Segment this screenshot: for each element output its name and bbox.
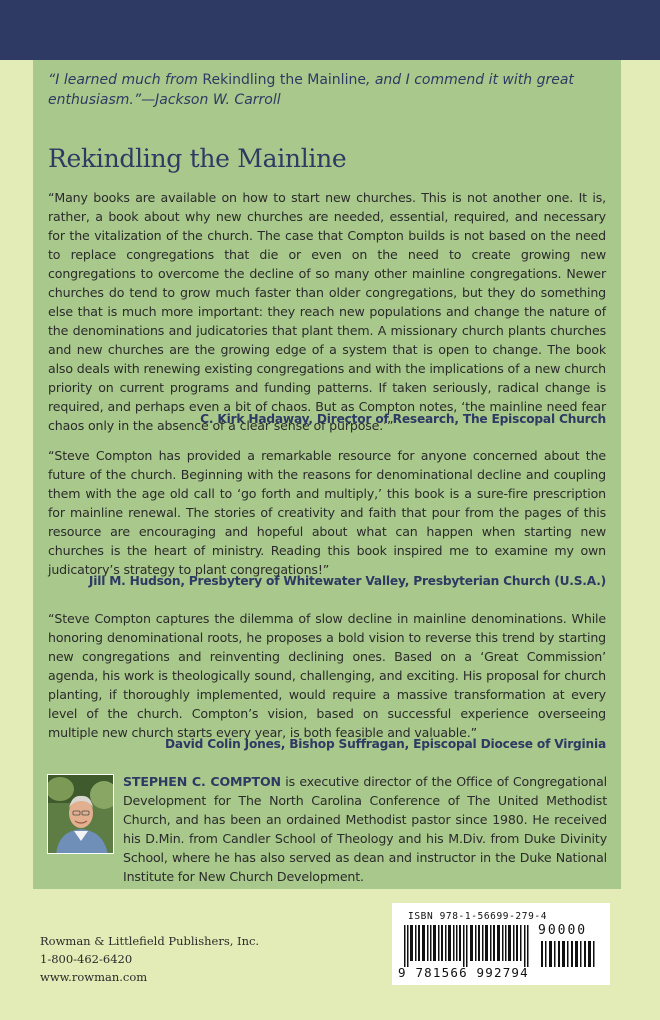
book-title: Rekindling the Mainline <box>48 144 347 173</box>
top-banner <box>0 0 660 60</box>
isbn-number: ISBN 978-1-56699-279-4 <box>408 911 548 922</box>
review-1-attribution: C. Kirk Hadaway, Director of Research, The Episcopal Church <box>200 412 606 426</box>
author-photo <box>47 774 114 854</box>
publisher-website: www.rowman.com <box>40 970 148 984</box>
author-portrait-icon <box>48 775 114 854</box>
review-1-text: “Many books are available on how to start new churches. This is not another one. It is, rather, a book about why new churches are needed, essential, required, and necessary for the vitalization of the church. The case that Compton builds is not based on the need to replace congregations that die or even on the need to create growing new congregations to overcome the decline of so many other mainline congregations. Newer churches do tend to grow much faster than older congregations, but they do something else that is much more important: they reach new populations and change the nature of the denominations and judicatories that plant them. A missionary church plants churches and new churches are the growing edge of a system that is open to change. The book also deals with renewing existing congregations and with the implications of a new church priority on current programs and funding patterns. If taken seriously, radical change is required, and perhaps even a bit of chaos. But as Compton notes, ‘the mainline need fear chaos only in the absence of a clear sense of purpose.’” <box>48 190 606 433</box>
barcode-price-code: 90000 <box>538 923 588 938</box>
review-3-attribution: David Colin Jones, Bishop Suffragan, Episcopal Diocese of Virginia <box>165 737 606 751</box>
lead-endorsement-quote: “I learned much from Rekindling the Mainline, and I commend it with great enthusiasm.”—Jackson W. Carroll <box>48 72 574 108</box>
barcode-bars-icon <box>400 925 532 967</box>
author-name: STEPHEN C. COMPTON <box>123 774 281 789</box>
publisher-info <box>40 932 259 986</box>
author-bio-text: is executive director of the Office of Congregational Development for The North Carolina Conference of The United Methodist Church, and has been an ordained Methodist pastor since 1980. He received his D.Min. from Candler School of Theology and his M.Div. from Duke Divinity School, where he has also served as dean and instructor in the Duke National Institute for New Church Development. <box>123 774 607 884</box>
barcode-digits: 9 781566 992794 <box>398 965 529 980</box>
isbn-barcode <box>392 903 610 985</box>
publisher-phone: 1-800-462-6420 <box>40 952 133 966</box>
price-barcode-bars-icon <box>540 941 598 967</box>
review-3-text: “Steve Compton captures the dilemma of slow decline in mainline denominations. While honoring denominational roots, he proposes a bold vision to reverse this trend by starting new congregations and reinventing declining ones. Based on a ‘Great Commission’ agenda, his work is theologically sound, challenging, and exciting. His proposal for church planting, if thoroughly implemented, would require a massive transformation at every level of the church. Compton’s vision, based on successful experience overseeing multiple new church starts every year, is both feasible and valuable.” <box>48 611 606 740</box>
review-2-attribution: Jill M. Hudson, Presbytery of Whitewater Valley, Presbyterian Church (U.S.A.) <box>88 574 606 588</box>
author-bio <box>123 772 607 886</box>
publisher-name: Rowman & Littlefield Publishers, Inc. <box>40 934 260 948</box>
lead-quote-book-title: Rekindling the Mainline <box>202 72 366 88</box>
review-2-text: “Steve Compton has provided a remarkable resource for anyone concerned about the future of the church. Beginning with the reasons for denominational decline and coupling them with the age old call to ‘go forth and multiply,’ this book is a sure-fire prescription for mainline renewal. The stories of creativity and faith that pour from the pages of this resource are encouraging and hopeful about what can happen when starting new churches is the heart of ministry. Reading this book inspired me to examine my own judicatory’s strategy to plant congregations!” <box>48 448 606 577</box>
